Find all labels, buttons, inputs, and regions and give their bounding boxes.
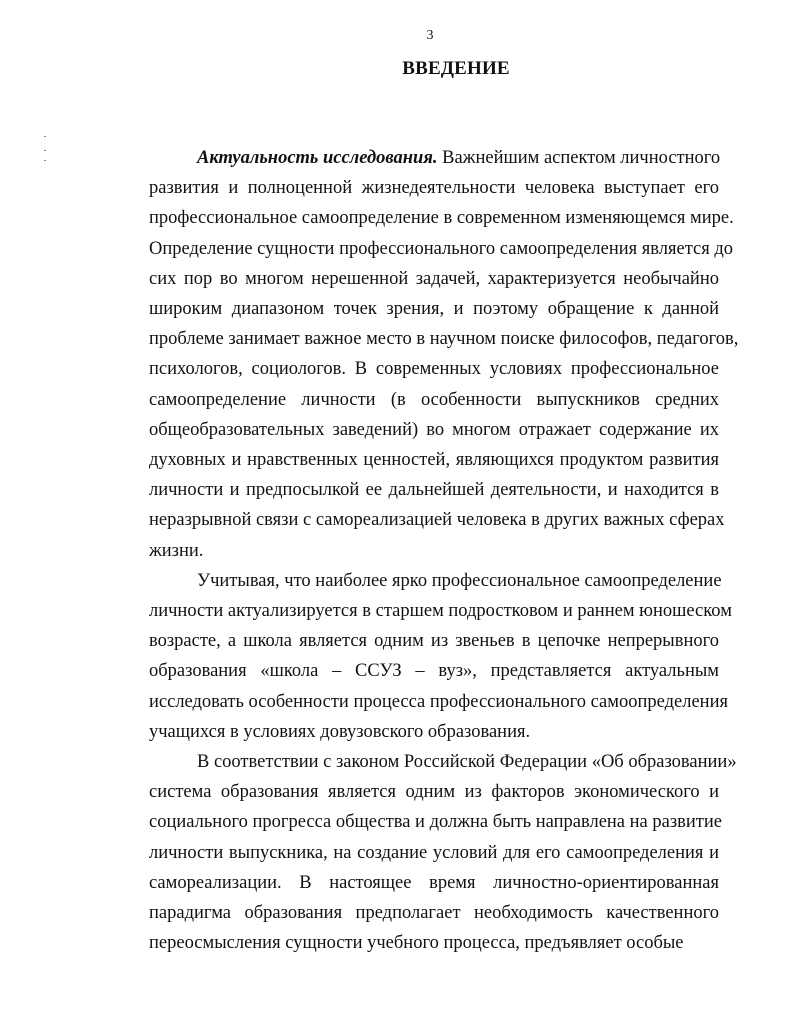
- text-line: [149, 415, 719, 445]
- page-number: 3: [426, 28, 434, 43]
- line-text: Учитывая, что наиболее ярко профессиональное самоопределение: [197, 570, 722, 591]
- text-line: [149, 626, 719, 656]
- paragraph-lead: Актуальность исследования.: [197, 148, 438, 168]
- line-text: сих пор во многом нерешенной задачей, характеризуется необычайно: [149, 268, 719, 289]
- text-line: [149, 656, 719, 686]
- line-text: личности выпускника, на создание условий для его самоопределения и: [149, 842, 719, 863]
- scan-specks: [44, 136, 47, 176]
- text-line: [149, 475, 719, 505]
- line-text: жизни.: [149, 540, 204, 561]
- line-text: учащихся в условиях довузовского образования.: [149, 721, 531, 742]
- line-text: Определение сущности профессионального самоопределения является до: [149, 238, 734, 259]
- line-text: В соответствии с законом Российской Федерации «Об образовании»: [197, 752, 737, 773]
- text-line: [149, 777, 719, 807]
- line-text: самореализации. В настоящее время личностно-ориентированная: [149, 872, 719, 893]
- line-text: личности и предпосылкой ее дальнейшей деятельности, и находится в: [149, 480, 719, 501]
- text-line: [149, 566, 722, 596]
- paragraph: [149, 143, 739, 566]
- scan-speck: [44, 150, 46, 151]
- text-line: [149, 928, 719, 958]
- line-text: парадигма образования предполагает необходимость качественного: [149, 903, 719, 924]
- text-line: [149, 838, 719, 868]
- text-line: [149, 868, 719, 898]
- line-text: переосмысления сущности учебного процесса, предъявляет особые: [149, 933, 684, 954]
- text-line: [149, 445, 719, 475]
- text-line: [149, 385, 719, 415]
- line-text: профессиональное самоопределение в современном изменяющемся мире.: [149, 208, 734, 229]
- text-line: [149, 234, 734, 264]
- line-text: широким диапазоном точек зрения, и поэтому обращение к данной: [149, 299, 719, 320]
- line-text: Важнейшим аспектом личностного: [437, 148, 721, 168]
- text-line: [149, 687, 728, 717]
- text-line: [149, 173, 719, 203]
- paragraph: [149, 747, 737, 958]
- text-line: [149, 596, 732, 626]
- line-text: психологов, социологов. В современных условиях профессиональное: [149, 359, 719, 380]
- body-text: [149, 143, 739, 958]
- text-line: [149, 898, 719, 928]
- line-text: образования «школа – ССУЗ – вуз», представляется актуальным: [149, 661, 719, 682]
- text-line: [149, 264, 719, 294]
- text-line: [149, 203, 734, 233]
- line-text: развития и полноценной жизнедеятельности человека выступает его: [149, 178, 719, 199]
- line-text: проблеме занимает важное место в научном поиске философов, педагогов,: [149, 329, 739, 350]
- line-text: духовных и нравственных ценностей, являющихся продуктом развития: [149, 450, 719, 471]
- text-line: [149, 294, 719, 324]
- line-text: неразрывной связи с самореализацией человека в других важных сферах: [149, 510, 725, 531]
- line-text: возрасте, а школа является одним из звеньев в цепочке непрерывного: [149, 631, 719, 652]
- line-text: самоопределение личности (в особенности выпускников средних: [149, 389, 719, 410]
- text-line: [149, 505, 725, 535]
- line-text: личности актуализируется в старшем подростковом и раннем юношеском: [149, 601, 732, 622]
- text-line: [149, 354, 719, 384]
- text-line: [149, 324, 739, 354]
- paragraph: [149, 566, 732, 747]
- text-line: [149, 807, 722, 837]
- line-text: общеобразовательных заведений) во многом отражает содержание их: [149, 419, 719, 440]
- scan-speck: [44, 160, 46, 161]
- text-line: [149, 747, 737, 777]
- scan-speck: [44, 136, 46, 137]
- section-heading: ВВЕДЕНИЕ: [402, 58, 510, 79]
- text-line: [149, 536, 719, 566]
- text-line: [149, 143, 719, 173]
- line-text: исследовать особенности процесса профессионального самоопределения: [149, 691, 728, 712]
- text-line: [149, 717, 719, 747]
- line-text: социального прогресса общества и должна быть направлена на развитие: [149, 812, 722, 833]
- line-text: система образования является одним из факторов экономического и: [149, 782, 719, 803]
